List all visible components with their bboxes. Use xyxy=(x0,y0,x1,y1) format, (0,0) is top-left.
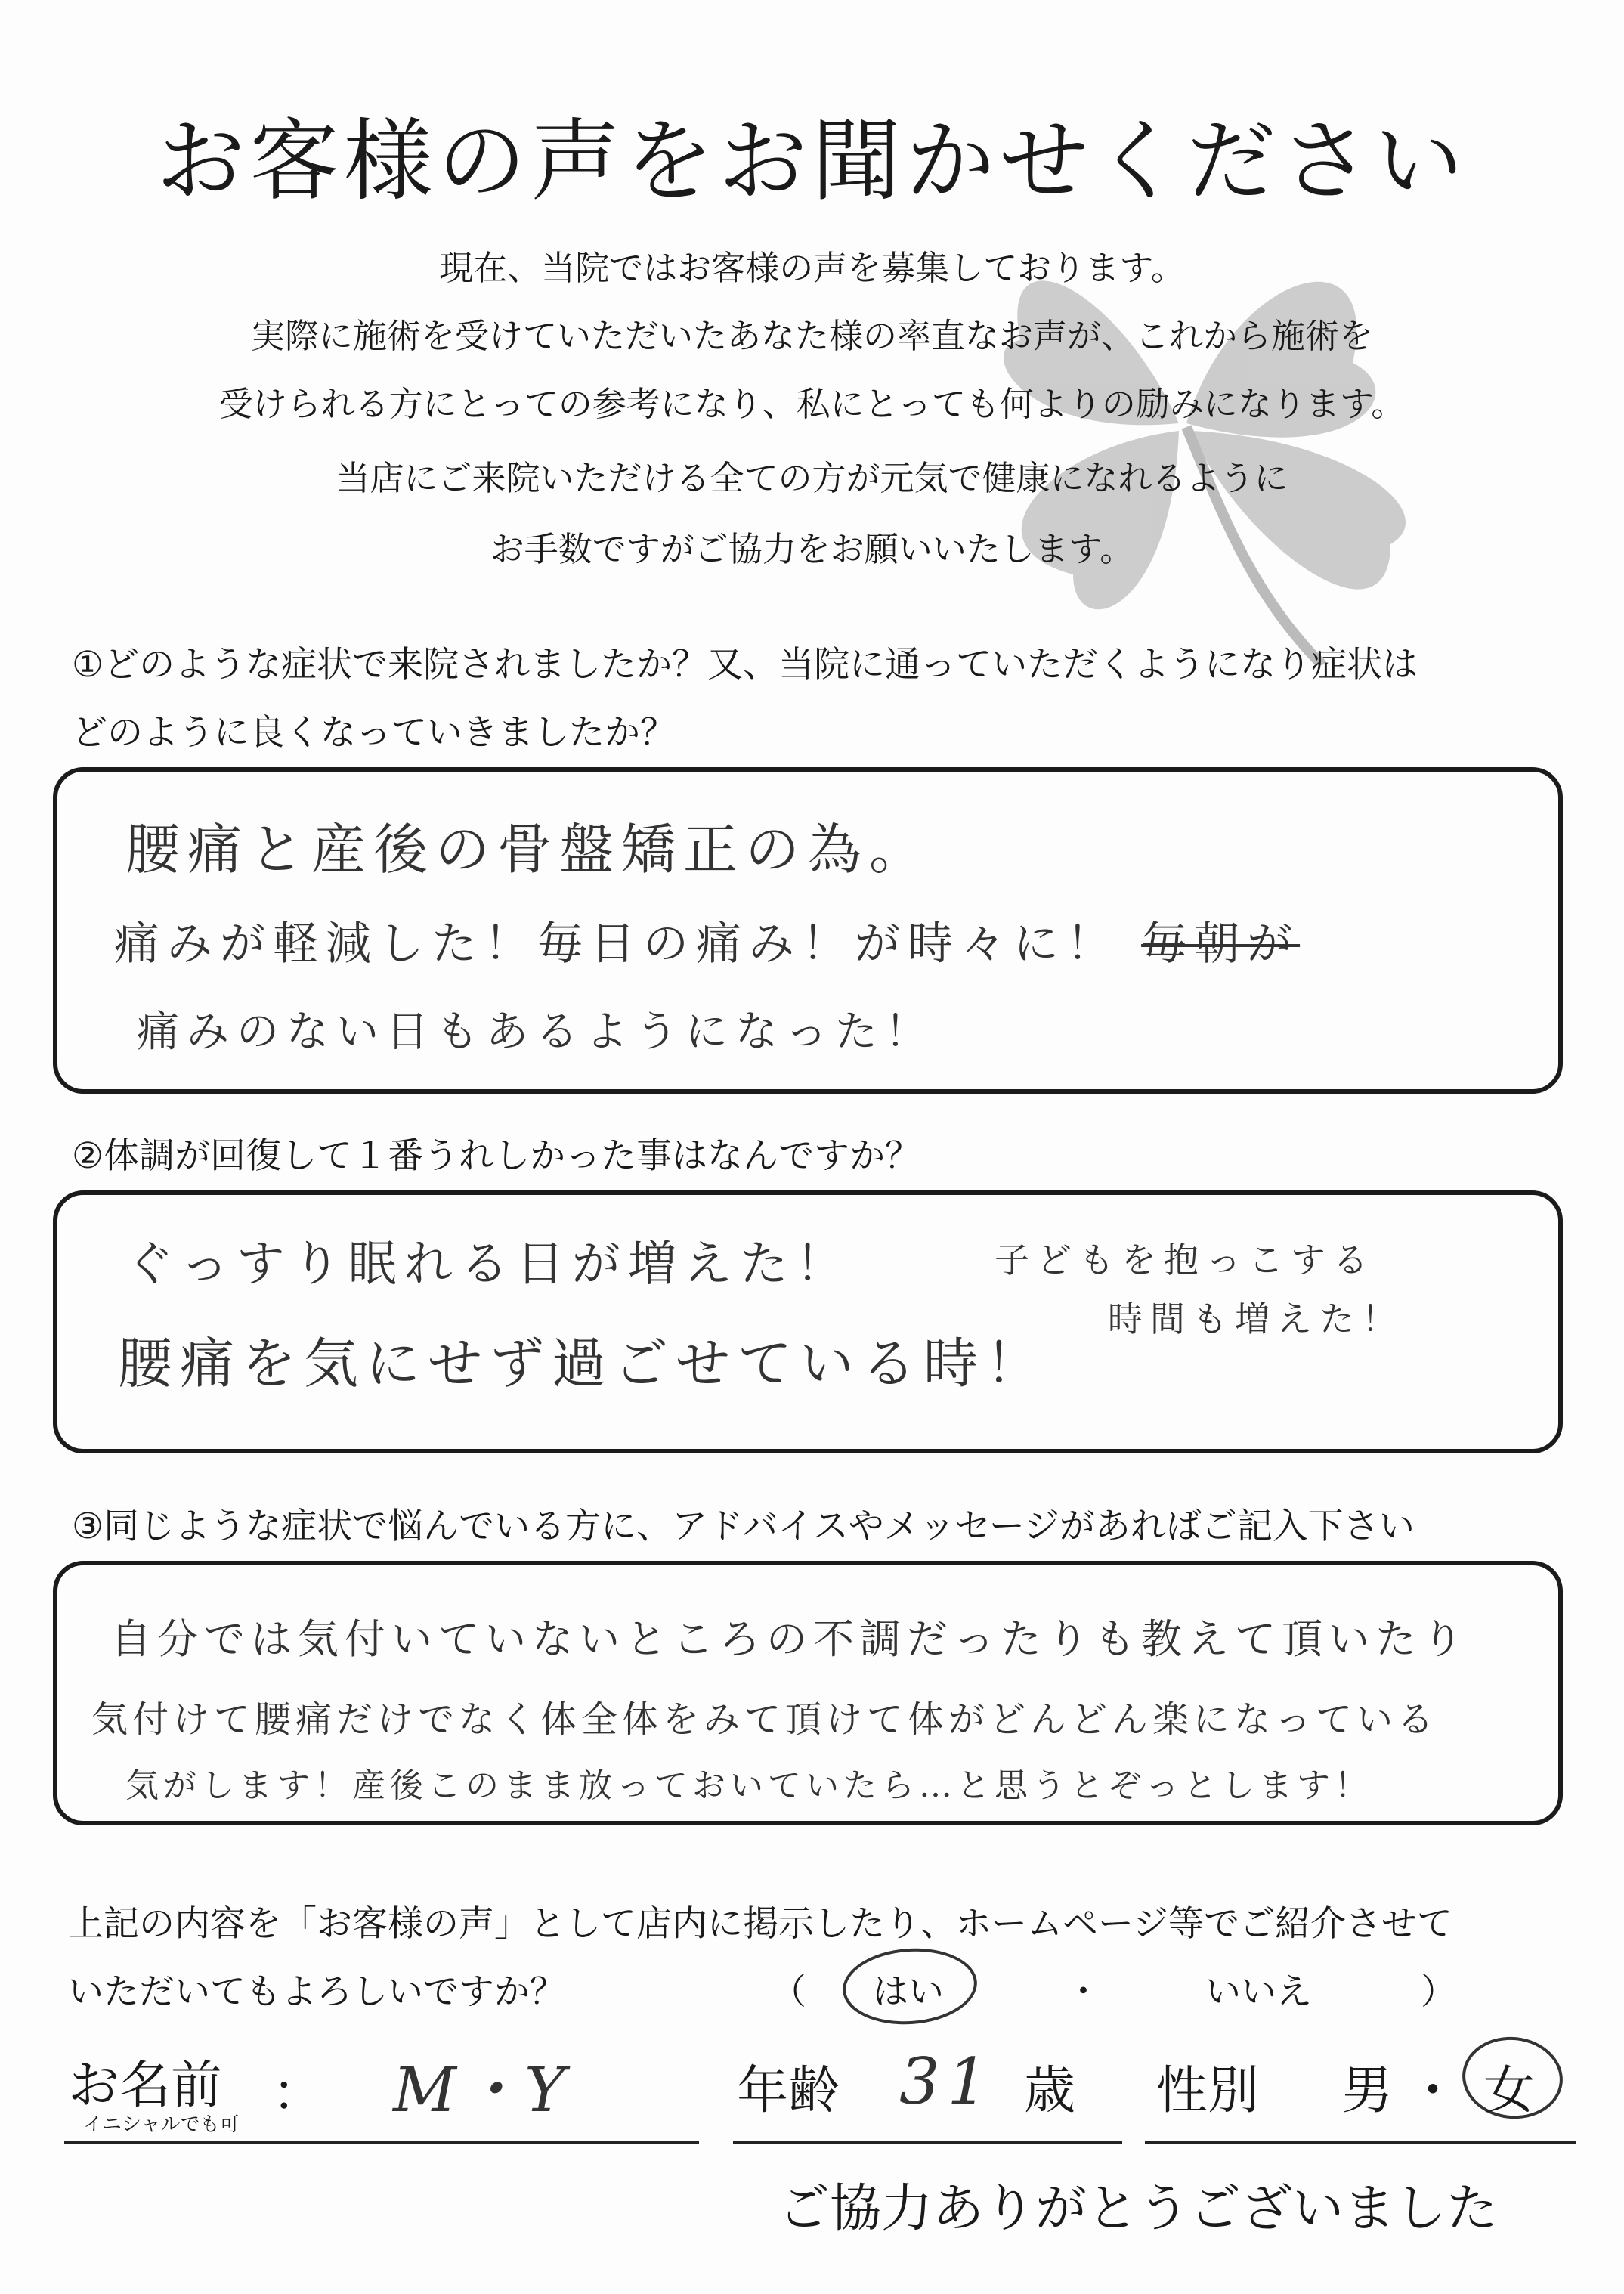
question-1-line-1: ①どのような症状で来院されましたか？又、当院に通っていただくようになり症状は xyxy=(72,644,1418,686)
gender-label: 性別 xyxy=(1156,2061,1260,2121)
age-underline xyxy=(733,2141,1122,2144)
intro-line-4: 当店にご来院いただける全ての方が元気で健康になれるように xyxy=(336,458,1288,498)
answer-3-line-3: 気がします！産後このまま放っておいていたら…と思うとぞっとします！ xyxy=(125,1766,1372,1805)
gender-female-label: 女 xyxy=(1483,2061,1536,2121)
answer-box-2[interactable] xyxy=(53,1190,1563,1453)
answer-box-1[interactable] xyxy=(53,767,1563,1094)
name-colon: ： xyxy=(272,2063,324,2123)
age-unit: 歳 xyxy=(1024,2061,1076,2121)
name-note: イニシャルでも可 xyxy=(83,2113,240,2136)
gender-male-option[interactable]: 男 xyxy=(1341,2061,1394,2121)
answer-1-line-1: 腰痛と産後の骨盤矯正の為。 xyxy=(125,818,932,881)
answer-3-line-1: 自分では気付いていないところの不調だったりも教えて頂いたり xyxy=(110,1615,1469,1663)
gender-separator: ・ xyxy=(1407,2061,1459,2121)
consent-close-paren: ） xyxy=(1421,1971,1456,2013)
answer-2-line-1: ぐっすり眠れる日が増えた！ xyxy=(125,1237,852,1293)
consent-separator: ・ xyxy=(1066,1971,1101,2013)
consent-line-1: 上記の内容を「お客様の声」として店内に掲示したり、ホームページ等でご紹介させて xyxy=(68,1903,1453,1945)
age-label: 年齢 xyxy=(737,2061,840,2121)
question-1-line-2: どのように良くなっていきましたか？ xyxy=(72,712,676,754)
answer-2-line-2: 腰痛を気にせず過ごせている時！ xyxy=(118,1332,1048,1395)
name-label: お名前 xyxy=(68,2056,223,2116)
answer-1-line-3: 痛みのない日もあるようになった！ xyxy=(137,1008,935,1057)
answer-box-3[interactable] xyxy=(53,1561,1563,1825)
gender-female-option[interactable] xyxy=(1462,2037,1568,2120)
gender-underline xyxy=(1145,2141,1576,2144)
consent-open-paren: （ xyxy=(771,1971,806,2013)
consent-yes-label: はい xyxy=(873,1971,944,2013)
consent-yes-option[interactable] xyxy=(843,1949,979,2024)
intro-line-5: お手数ですがご協力をお願いいたします。 xyxy=(490,529,1134,569)
question-2-line-1: ②体調が回復して１番うれしかった事はなんですか？ xyxy=(72,1135,921,1177)
answer-1-line-2 xyxy=(114,908,1300,973)
consent-line-2: いただいてもよろしいですか？ xyxy=(68,1971,565,2013)
question-3-line-1: ③同じような症状で悩んでいる方に、アドバイスやメッセージがあればご記入下さい xyxy=(72,1506,1415,1547)
name-value[interactable]: M・Y xyxy=(393,2054,569,2126)
name-underline xyxy=(64,2141,699,2144)
page-title: お客様の声をお聞かせください xyxy=(156,109,1468,213)
answer-3-line-2: 気付けて腰痛だけでなく体全体をみて頂けて体がどんどん楽になっている xyxy=(91,1698,1439,1741)
intro-line-2: 実際に施術を受けていただいたあなた様の率直なお声が、これから施術を xyxy=(250,316,1373,356)
thanks-message: ご協力ありがとうございました xyxy=(778,2179,1499,2239)
intro-line-3: 受けられる方にとっての参考になり、私にとっても何よりの励みになります。 xyxy=(218,384,1406,424)
answer-1-line-2-text: 痛みが軽減した！毎日の痛み！が時々に！ xyxy=(114,918,1119,971)
answer-1-struck-text: 毎朝が xyxy=(1141,918,1301,971)
answer-2-side-line-2: 時間も増えた！ xyxy=(1108,1299,1404,1339)
intro-line-1: 現在、当院ではお客様の声を募集しております。 xyxy=(439,248,1185,288)
consent-no-option[interactable]: いいえ xyxy=(1205,1971,1312,2013)
answer-2-side-line-1: 子どもを抱っこする xyxy=(995,1240,1375,1280)
age-value[interactable]: 31 xyxy=(899,2045,995,2119)
